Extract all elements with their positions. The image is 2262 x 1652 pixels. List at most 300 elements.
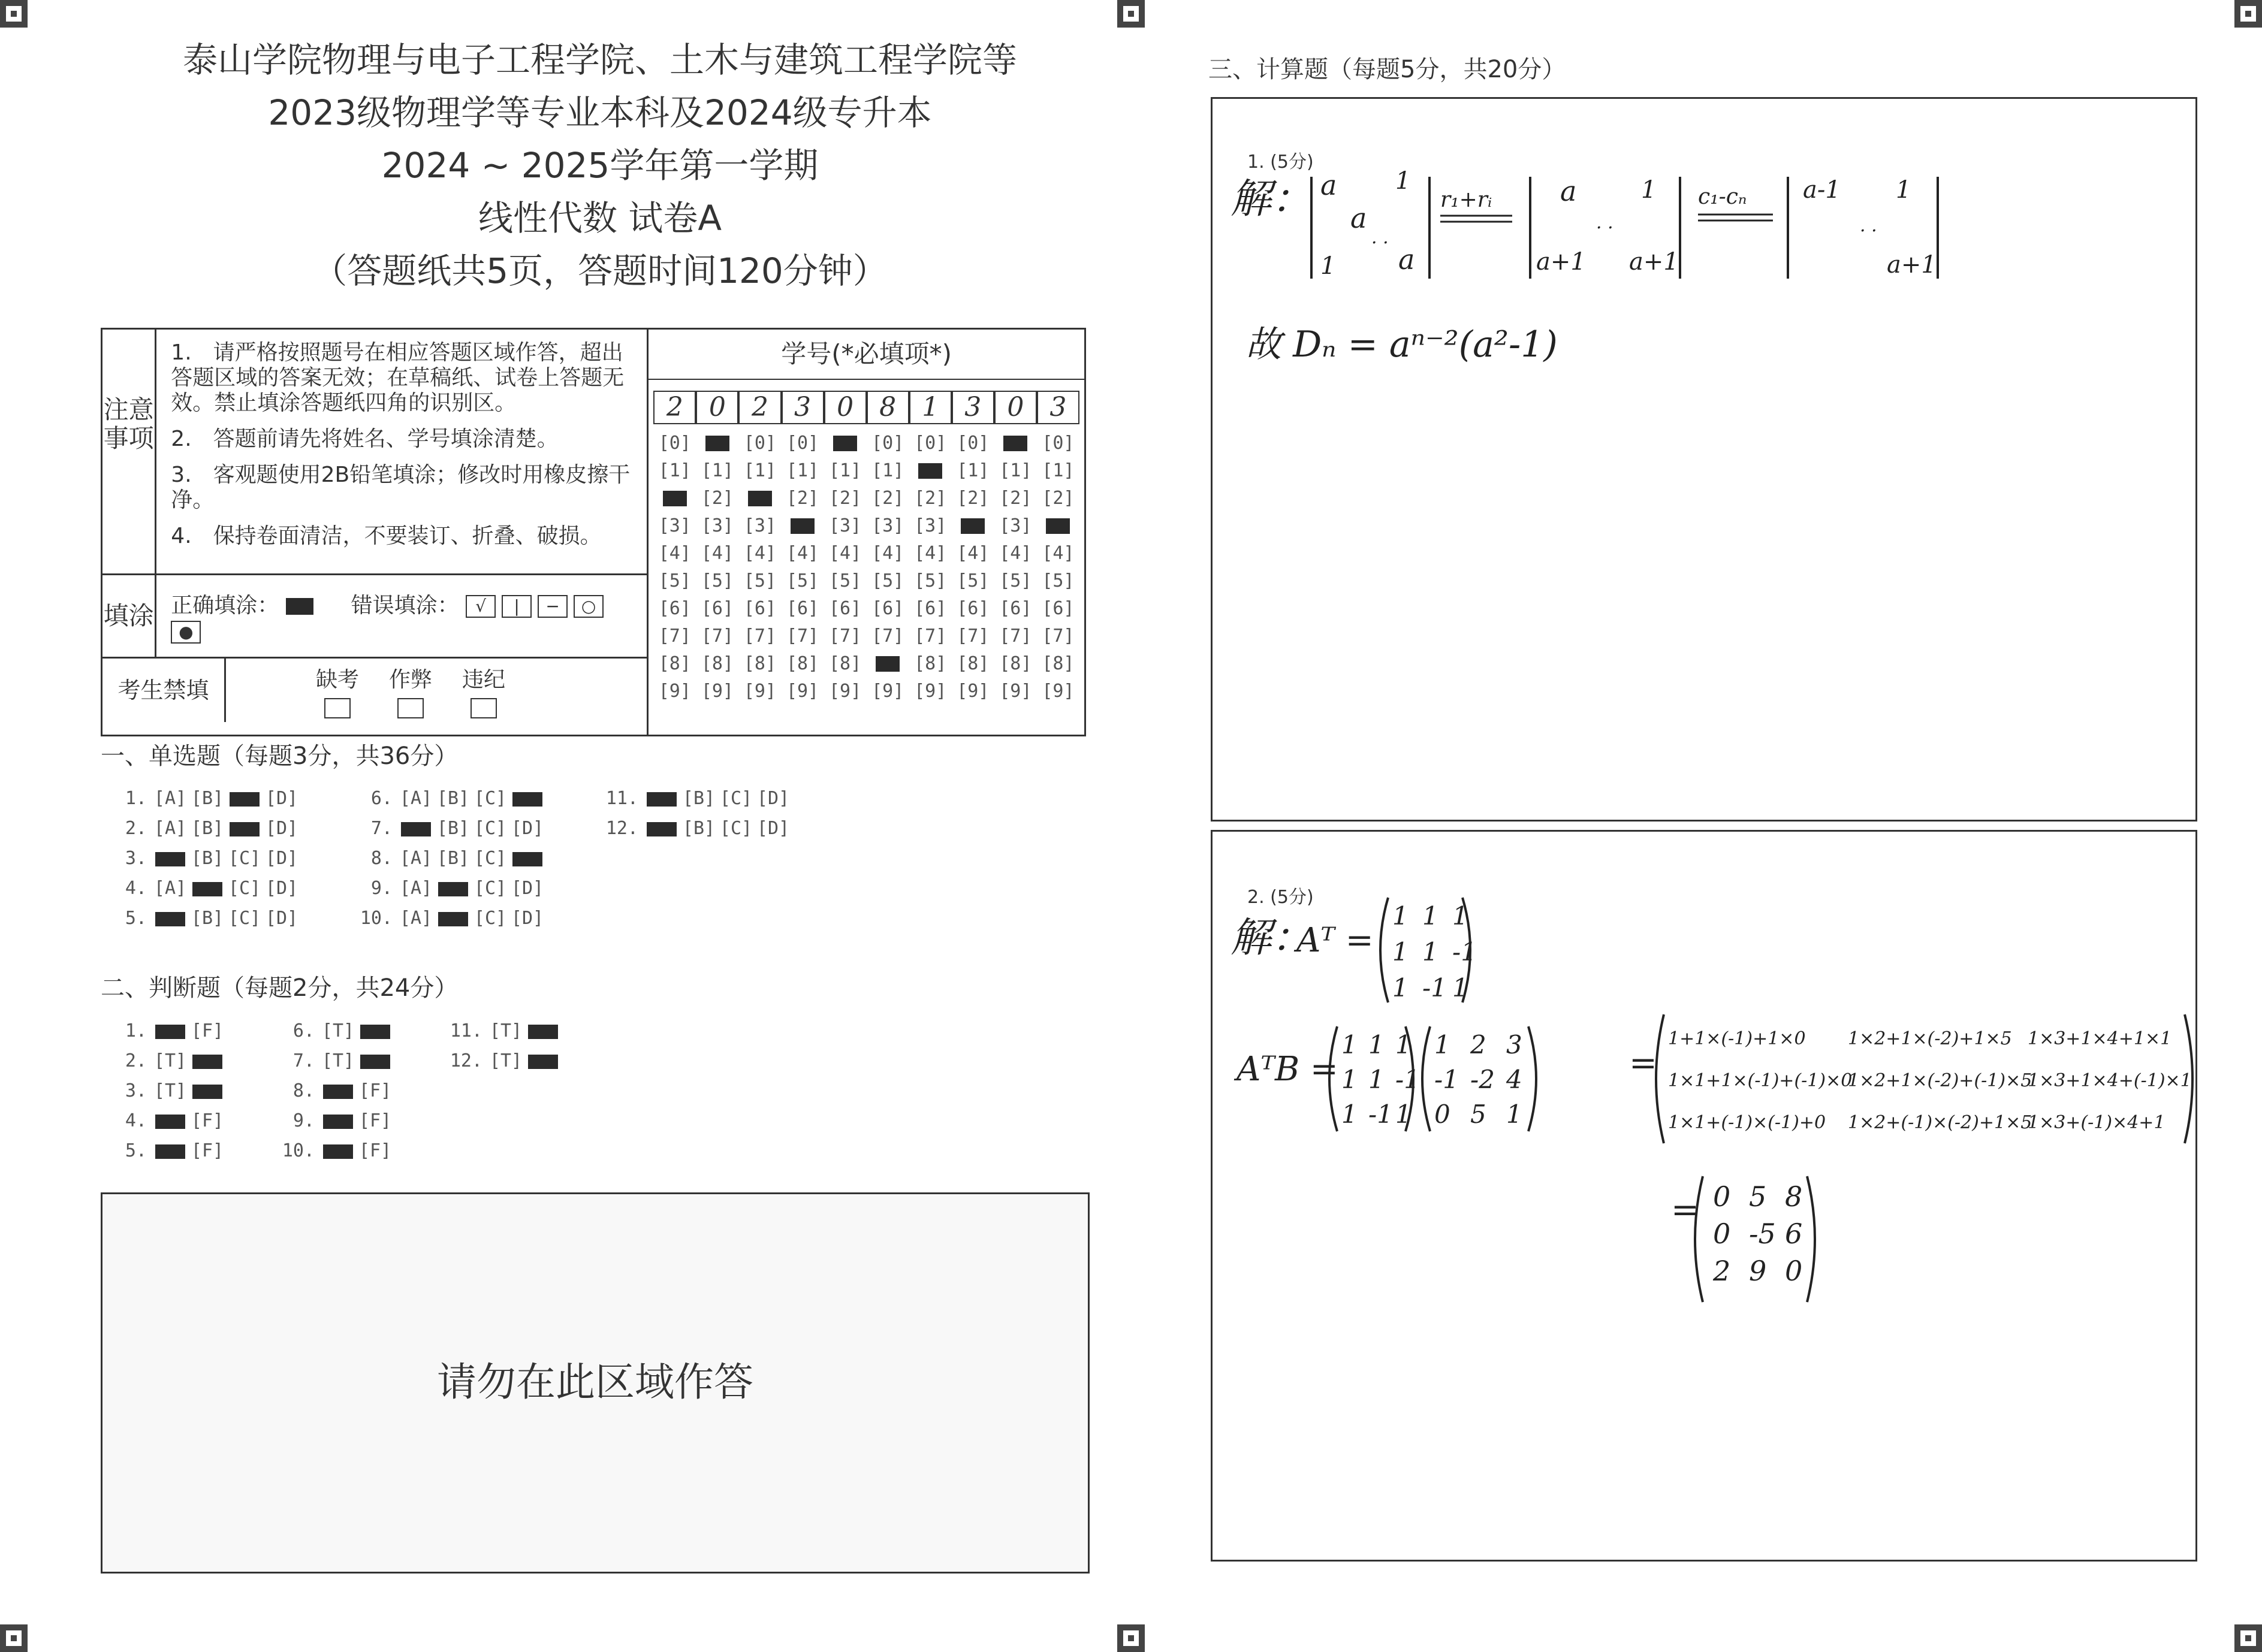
atb-left-matrix-cell: 1 [1341, 1030, 1358, 1059]
student-id-bubble[interactable]: [9] [658, 680, 691, 702]
student-id-bubble[interactable]: [8] [829, 653, 862, 674]
tf-option[interactable]: [T] [153, 1050, 187, 1071]
tf-option[interactable]: [F] [358, 1140, 392, 1161]
mc-question-number: 3. [125, 848, 147, 869]
wrong-fill-sample: ● [171, 621, 201, 644]
result-matrix-right-paren [1807, 1176, 1815, 1302]
student-id-bubble[interactable]: [6] [786, 597, 819, 619]
student-id-bubble[interactable]: [0] [658, 432, 691, 454]
forbid-options [316, 663, 535, 718]
student-id-bubble[interactable]: [7] [914, 625, 947, 647]
student-id-bubble[interactable]: [5] [999, 570, 1032, 591]
mc-option[interactable]: [C] [228, 908, 261, 929]
student-id-bubble[interactable]: [3] [871, 515, 904, 536]
student-id-bubble[interactable]: [2] [829, 487, 862, 509]
svg-text:a+1: a+1 [1887, 251, 1937, 279]
mc-option-filled[interactable] [155, 912, 185, 926]
student-id-bubble[interactable]: [9] [829, 680, 862, 702]
mc-option-filled[interactable] [230, 792, 260, 807]
result-matrix-cell: 8 [1785, 1180, 1803, 1213]
student-id-bubble[interactable]: [4] [957, 542, 990, 564]
student-id-bubble[interactable]: [2] [871, 487, 904, 509]
student-id-bubble[interactable]: [7] [999, 625, 1032, 647]
student-id-bubble[interactable]: [9] [999, 680, 1032, 702]
student-id-bubble[interactable]: [0] [743, 432, 777, 454]
tf-option[interactable]: [T] [321, 1020, 355, 1041]
fill-instructions [156, 575, 648, 658]
forbid-option[interactable] [462, 663, 505, 718]
tf-question-number: 8. [292, 1080, 315, 1101]
student-id-bubble[interactable]: [1] [1042, 460, 1075, 481]
tf-question-number: 4. [125, 1110, 147, 1131]
student-id-bubble[interactable]: [6] [914, 597, 947, 619]
mc-option[interactable]: [C] [473, 818, 507, 839]
student-id-bubble-row [653, 594, 1079, 622]
mc-option[interactable]: [C] [473, 908, 507, 929]
forbid-option-label: 作弊 [389, 667, 433, 692]
mc-option[interactable]: [C] [473, 878, 507, 899]
student-id-bubble[interactable]: [3] [743, 515, 777, 536]
student-id-bubble[interactable]: [2] [701, 487, 734, 509]
mc-option[interactable]: [D] [511, 818, 544, 839]
q1-step2: c₁-cₙ [1698, 185, 1747, 209]
b-matrix-cell: -1 [1434, 1065, 1459, 1094]
mc-option[interactable]: [D] [756, 818, 790, 839]
tf-option[interactable]: [T] [321, 1050, 355, 1071]
q1-label: 1. (5分) [1247, 152, 1314, 173]
q2-equals-1: = [1629, 1044, 1657, 1083]
student-id-bubble[interactable]: [1] [786, 460, 819, 481]
expanded-matrix-cell: 1×2+(-1)×(-2)+1×5 [1848, 1112, 2032, 1133]
student-id-bubble[interactable]: [6] [829, 597, 862, 619]
student-id-title: 学号(*必填项*) [649, 330, 1084, 380]
mc-option[interactable]: [D] [265, 908, 298, 929]
mc-option[interactable]: [C] [719, 818, 753, 839]
tf-option[interactable]: [F] [358, 1080, 392, 1101]
mc-option[interactable]: [C] [228, 878, 261, 899]
student-id-bubble[interactable]: [6] [999, 597, 1032, 619]
b-matrix-cell: 3 [1506, 1030, 1522, 1059]
tf-answer-row [111, 1110, 226, 1131]
student-id-digit: 3 [952, 391, 994, 424]
result-matrix-cell: 0 [1785, 1255, 1803, 1287]
mc-option[interactable]: [A] [399, 848, 433, 869]
student-id-bubble[interactable]: [1] [701, 460, 734, 481]
tf-option-filled[interactable] [528, 1055, 558, 1069]
student-id-bubble[interactable]: [3] [701, 515, 734, 536]
svg-text:1: 1 [1641, 176, 1657, 204]
mc-answer-row [111, 818, 300, 839]
student-id-bubble[interactable]: [9] [957, 680, 990, 702]
expanded-matrix-cell: 1+1×(-1)+1×0 [1668, 1028, 1806, 1049]
student-id-bubble[interactable]: [6] [701, 597, 734, 619]
student-id-bubble-filled[interactable] [994, 433, 1037, 454]
mc-option[interactable]: [A] [153, 878, 187, 899]
student-id-bubble[interactable]: [5] [743, 570, 777, 591]
student-id-bubble-row [653, 512, 1079, 539]
student-id-bubble[interactable]: [8] [701, 653, 734, 674]
svg-text:a+1: a+1 [1629, 248, 1679, 276]
svg-text:1: 1 [1395, 167, 1411, 195]
student-id-bubble[interactable]: [6] [658, 597, 691, 619]
student-id-bubble[interactable]: [4] [786, 542, 819, 564]
student-id-bubble[interactable]: [8] [743, 653, 777, 674]
mc-question-number: 4. [125, 878, 147, 899]
student-id-bubble[interactable]: [0] [871, 432, 904, 454]
student-id-bubble[interactable]: [4] [871, 542, 904, 564]
section2-title: 二、判断题（每题2分，共24分） [101, 974, 459, 1002]
student-id-bubble[interactable]: [1] [999, 460, 1032, 481]
atb-left-matrix-cell: 1 [1341, 1100, 1358, 1129]
student-id-grid [648, 329, 1085, 736]
mc-option[interactable]: [A] [399, 908, 433, 929]
student-id-bubble[interactable]: [1] [957, 460, 990, 481]
student-id-bubble[interactable]: [7] [786, 625, 819, 647]
mc-option-filled[interactable] [438, 912, 468, 926]
student-id-bubble[interactable]: [1] [743, 460, 777, 481]
mc-answer-row [602, 788, 792, 809]
tf-option-filled[interactable] [360, 1025, 390, 1039]
student-id-bubble[interactable]: [4] [658, 542, 691, 564]
student-id-bubble[interactable]: [5] [786, 570, 819, 591]
student-id-bubble[interactable]: [2] [999, 487, 1032, 509]
forbid-checkbox[interactable] [471, 698, 497, 718]
result-matrix-cell: 0 [1713, 1218, 1731, 1250]
at-matrix-cell: -1 [1422, 973, 1447, 1002]
student-id-bubble[interactable]: [8] [658, 653, 691, 674]
tf-answer-row [447, 1020, 562, 1041]
mc-question-number: 1. [125, 788, 147, 809]
mc-option[interactable]: [A] [399, 788, 433, 809]
expanded-matrix-cell: 1×3+1×4+1×1 [2028, 1028, 2172, 1049]
tf-option[interactable]: [F] [191, 1110, 224, 1131]
tf-option-filled[interactable] [155, 1025, 185, 1039]
at-matrix-cell: 1 [1422, 901, 1438, 931]
student-id-bubble[interactable]: [7] [957, 625, 990, 647]
student-id-bubble[interactable]: [4] [999, 542, 1032, 564]
tf-answer-row [447, 1050, 562, 1071]
student-id-digit: 3 [782, 391, 824, 424]
tf-option-filled[interactable] [323, 1115, 353, 1129]
mc-question-number: 8. [370, 848, 393, 869]
student-id-bubble[interactable]: [2] [786, 487, 819, 509]
mc-option-filled[interactable] [512, 852, 542, 866]
result-matrix-cell: 0 [1713, 1180, 1731, 1213]
expanded-matrix-cell: 1×2+1×(-2)+(-1)×5 [1848, 1070, 2032, 1091]
notice-item: 4. 保持卷面清洁，不要装订、折叠、破损。 [171, 524, 602, 548]
student-id-bubble[interactable]: [5] [957, 570, 990, 591]
student-id-bubble[interactable]: [1] [658, 460, 691, 481]
student-id-bubble[interactable]: [4] [701, 542, 734, 564]
mc-question-number: 7. [370, 818, 393, 839]
mc-option-filled[interactable] [230, 822, 260, 836]
student-id-digit: 0 [696, 391, 738, 424]
student-id-bubble[interactable]: [7] [658, 625, 691, 647]
student-id-bubble-filled[interactable] [653, 488, 696, 509]
mc-option[interactable]: [B] [191, 788, 224, 809]
tf-option[interactable]: [F] [358, 1110, 392, 1131]
result-matrix-cell: 6 [1785, 1218, 1803, 1250]
mc-option-filled[interactable] [438, 882, 468, 896]
result-matrix-cell: 5 [1749, 1180, 1767, 1213]
q2-at-label: Aᵀ = [1296, 921, 1374, 960]
student-id-bubble[interactable]: [7] [701, 625, 734, 647]
mc-option[interactable]: [A] [399, 878, 433, 899]
wrong-fill-sample: − [538, 595, 568, 618]
student-id-digit: 0 [994, 391, 1037, 424]
student-id-bubble[interactable]: [8] [914, 653, 947, 674]
tf-option-filled[interactable] [528, 1025, 558, 1039]
student-id-bubble-filled[interactable] [738, 488, 781, 509]
student-id-bubble-filled[interactable] [782, 515, 824, 536]
forbid-checkbox[interactable] [397, 698, 424, 718]
student-id-bubble[interactable]: [3] [829, 515, 862, 536]
mc-option[interactable]: [B] [436, 818, 470, 839]
student-id-bubble[interactable]: [7] [743, 625, 777, 647]
notice-item: 3. 客观题使用2B铅笔填涂；修改时用橡皮擦干净。 [171, 463, 631, 512]
mc-answer-row [111, 908, 300, 929]
tf-question-number: 5. [125, 1140, 147, 1161]
tf-option-filled[interactable] [192, 1055, 222, 1069]
tf-question-number: 11. [450, 1020, 482, 1041]
student-id-bubble[interactable]: [8] [999, 653, 1032, 674]
forbid-option-label: 违纪 [462, 667, 506, 692]
student-id-bubble-row [653, 429, 1079, 457]
tf-option[interactable]: [T] [489, 1050, 523, 1071]
student-id-bubble[interactable]: [4] [1042, 542, 1075, 564]
tf-option-filled[interactable] [192, 1085, 222, 1099]
student-id-bubble[interactable]: [6] [871, 597, 904, 619]
tf-answer-row [111, 1050, 226, 1071]
tf-answer-row [279, 1080, 394, 1101]
svg-text:· ·: · · [1371, 232, 1389, 253]
exam-header [96, 34, 1104, 297]
header-line-1: 泰山学院物理与电子工程学院、土木与建筑工程学院等 [182, 40, 1017, 80]
tf-option-filled[interactable] [155, 1115, 185, 1129]
student-id-bubble[interactable]: [5] [829, 570, 862, 591]
b-matrix-cell: 1 [1506, 1100, 1522, 1129]
notice-item: 1. 请严格按照题号在相应答题区域作答，超出答题区域的答案无效；在草稿纸、试卷上答题无效。禁止填涂答题纸四角的识别区。 [171, 340, 625, 415]
tf-option[interactable]: [F] [191, 1140, 224, 1161]
mc-option[interactable]: [D] [511, 908, 544, 929]
mc-option[interactable]: [D] [265, 848, 298, 869]
student-id-bubble[interactable]: [4] [743, 542, 777, 564]
student-id-bubble[interactable]: [1] [871, 460, 904, 481]
mc-option[interactable]: [B] [191, 818, 224, 839]
wrong-fill-sample: ○ [574, 595, 604, 618]
wrong-fill-sample: √ [466, 595, 496, 618]
tf-option[interactable]: [T] [153, 1080, 187, 1101]
student-id-bubble[interactable]: [3] [999, 515, 1032, 536]
mc-option-filled[interactable] [647, 792, 677, 807]
mc-question-number: 5. [125, 908, 147, 929]
student-id-bubble-row [653, 677, 1079, 705]
mc-option[interactable]: [D] [756, 788, 790, 809]
student-id-bubble[interactable]: [5] [658, 570, 691, 591]
mc-answer-row [111, 878, 300, 899]
mc-question-number: 9. [370, 878, 393, 899]
forbid-option[interactable] [389, 663, 432, 718]
q2-equals-2: = [1671, 1191, 1699, 1230]
mc-question-number: 10. [360, 908, 393, 929]
forbid-option-label: 缺考 [316, 667, 360, 692]
student-id-bubble[interactable]: [5] [871, 570, 904, 591]
mc-option[interactable]: [C] [719, 788, 753, 809]
svg-text:a: a [1320, 169, 1337, 201]
student-id-bubble-filled[interactable] [909, 460, 952, 481]
mc-option-filled[interactable] [647, 822, 677, 836]
student-id-bubble[interactable]: [3] [914, 515, 947, 536]
student-id-bubble[interactable]: [2] [1042, 487, 1075, 509]
mc-option[interactable]: [B] [682, 788, 716, 809]
student-id-bubble[interactable]: [9] [871, 680, 904, 702]
student-id-bubble-filled[interactable] [696, 433, 738, 454]
student-id-bubble[interactable]: [9] [786, 680, 819, 702]
mc-question-number: 11. [605, 788, 638, 809]
header-line-3: 2024 ~ 2025学年第一学期 [381, 145, 819, 186]
at-matrix-cell: 1 [1452, 973, 1468, 1002]
tf-option-filled[interactable] [155, 1144, 185, 1159]
atb-left-matrix-cell: 1 [1368, 1030, 1385, 1059]
student-id-bubble[interactable]: [8] [786, 653, 819, 674]
q2-answer-box [1211, 830, 2197, 1562]
student-id-bubble[interactable]: [9] [1042, 680, 1075, 702]
atb-left-matrix-cell: -1 [1395, 1065, 1420, 1094]
student-id-bubble[interactable]: [5] [701, 570, 734, 591]
tf-option-filled[interactable] [323, 1085, 353, 1099]
fill-correct-label: 正确填涂： [171, 593, 279, 618]
student-id-bubble-filled[interactable] [1037, 515, 1079, 536]
student-id-digit: 8 [867, 391, 909, 424]
at-matrix-cell: 1 [1392, 901, 1409, 931]
q2-label: 2. (5分) [1247, 887, 1314, 908]
student-id-bubble[interactable]: [9] [914, 680, 947, 702]
b-matrix-cell: 4 [1506, 1065, 1522, 1094]
student-id-bubble-filled[interactable] [867, 653, 909, 674]
student-id-bubble[interactable]: [7] [1042, 625, 1075, 647]
student-id-bubble[interactable]: [3] [658, 515, 691, 536]
answer-sheet-right-page [1131, 0, 2262, 1652]
mc-option[interactable]: [B] [191, 908, 224, 929]
fill-wrong-label: 错误填涂： [351, 593, 459, 618]
tf-option-filled[interactable] [323, 1144, 353, 1159]
result-matrix-cell: -5 [1749, 1218, 1776, 1250]
mc-option[interactable]: [D] [265, 818, 298, 839]
mc-answer-row [357, 818, 546, 839]
mc-option[interactable]: [A] [153, 788, 187, 809]
mc-option[interactable]: [C] [473, 848, 507, 869]
tf-question-number: 1. [125, 1020, 147, 1041]
mc-option-filled[interactable] [512, 792, 542, 807]
mc-option-filled[interactable] [192, 882, 222, 896]
mc-option[interactable]: [B] [436, 848, 470, 869]
mc-question-number: 12. [605, 818, 638, 839]
student-id-bubble[interactable]: [0] [786, 432, 819, 454]
mc-option[interactable]: [C] [473, 788, 507, 809]
svg-text:a: a [1350, 202, 1367, 234]
mc-question-number: 6. [370, 788, 393, 809]
tf-answer-row [279, 1020, 394, 1041]
student-id-bubble[interactable]: [5] [1042, 570, 1075, 591]
tf-option[interactable]: [F] [191, 1020, 224, 1041]
student-id-bubble[interactable]: [9] [743, 680, 777, 702]
mc-option[interactable]: [D] [265, 788, 298, 809]
student-id-bubble-row [653, 567, 1079, 594]
student-id-bubble[interactable]: [0] [914, 432, 947, 454]
tf-question-number: 2. [125, 1050, 147, 1071]
student-id-bubble[interactable]: [8] [1042, 653, 1075, 674]
at-matrix-cell: 1 [1392, 937, 1409, 967]
atb-left-matrix-cell: 1 [1395, 1100, 1412, 1129]
student-id-bubble[interactable]: [7] [871, 625, 904, 647]
mc-option[interactable]: [B] [682, 818, 716, 839]
tf-option[interactable]: [T] [489, 1020, 523, 1041]
expanded-matrix-cell: 1×3+1×4+(-1)×1 [2028, 1070, 2192, 1091]
b-matrix-cell: 1 [1434, 1030, 1450, 1059]
student-id-bubble[interactable]: [6] [957, 597, 990, 619]
b-matrix-cell: 0 [1434, 1100, 1450, 1129]
atb-left-matrix-cell: 1 [1368, 1065, 1385, 1094]
atb-left-matrix-cell: -1 [1368, 1100, 1393, 1129]
student-id-bubble[interactable]: [6] [1042, 597, 1075, 619]
student-id-bubble[interactable]: [0] [957, 432, 990, 454]
student-id-bubble[interactable]: [2] [914, 487, 947, 509]
tf-option-filled[interactable] [360, 1055, 390, 1069]
expanded-matrix-cell: 1×1+(-1)×(-1)+0 [1668, 1112, 1826, 1133]
student-id-bubble[interactable]: [8] [957, 653, 990, 674]
mc-option-filled[interactable] [155, 852, 185, 866]
atb-left-matrix-cell: 1 [1341, 1065, 1358, 1094]
student-id-bubble[interactable]: [1] [829, 460, 862, 481]
mc-option[interactable]: [D] [511, 878, 544, 899]
student-id-bubble-filled[interactable] [824, 433, 867, 454]
student-id-bubble[interactable]: [2] [957, 487, 990, 509]
svg-text:1: 1 [1896, 176, 1911, 204]
student-id-bubble-filled[interactable] [952, 515, 994, 536]
svg-text:a+1: a+1 [1536, 248, 1586, 276]
mc-option-filled[interactable] [401, 822, 431, 836]
tf-answer-row [279, 1140, 394, 1161]
mc-option[interactable]: [B] [191, 848, 224, 869]
q1-handwriting [1213, 99, 2195, 820]
student-id-bubble[interactable]: [7] [829, 625, 862, 647]
student-id-bubble[interactable]: [5] [914, 570, 947, 591]
student-id-bubble[interactable]: [6] [743, 597, 777, 619]
svg-text:1: 1 [1320, 252, 1336, 280]
svg-text:a-1: a-1 [1803, 176, 1841, 204]
mc-option[interactable]: [C] [228, 848, 261, 869]
student-id-bubble[interactable]: [4] [914, 542, 947, 564]
mc-option[interactable]: [D] [265, 878, 298, 899]
mc-answer-row [357, 788, 546, 809]
tf-answer-row [111, 1080, 226, 1101]
tf-question-number: 3. [125, 1080, 147, 1101]
tf-question-number: 12. [450, 1050, 482, 1071]
student-id-bubbles [649, 429, 1084, 705]
header-line-5: （答题纸共5页，答题时间120分钟） [312, 250, 888, 291]
forbid-option[interactable] [316, 663, 359, 718]
tf-question-number: 10. [282, 1140, 315, 1161]
svg-text:· ·: · · [1860, 221, 1877, 241]
student-id-bubble[interactable]: [9] [701, 680, 734, 702]
no-answer-text: 请勿在此区域作答 [437, 1359, 753, 1405]
student-id-digits [653, 391, 1079, 424]
student-id-bubble[interactable]: [0] [1042, 432, 1075, 454]
student-id-bubble[interactable]: [4] [829, 542, 862, 564]
forbid-checkbox[interactable] [324, 698, 351, 718]
mc-option[interactable]: [A] [153, 818, 187, 839]
mc-option[interactable]: [B] [436, 788, 470, 809]
